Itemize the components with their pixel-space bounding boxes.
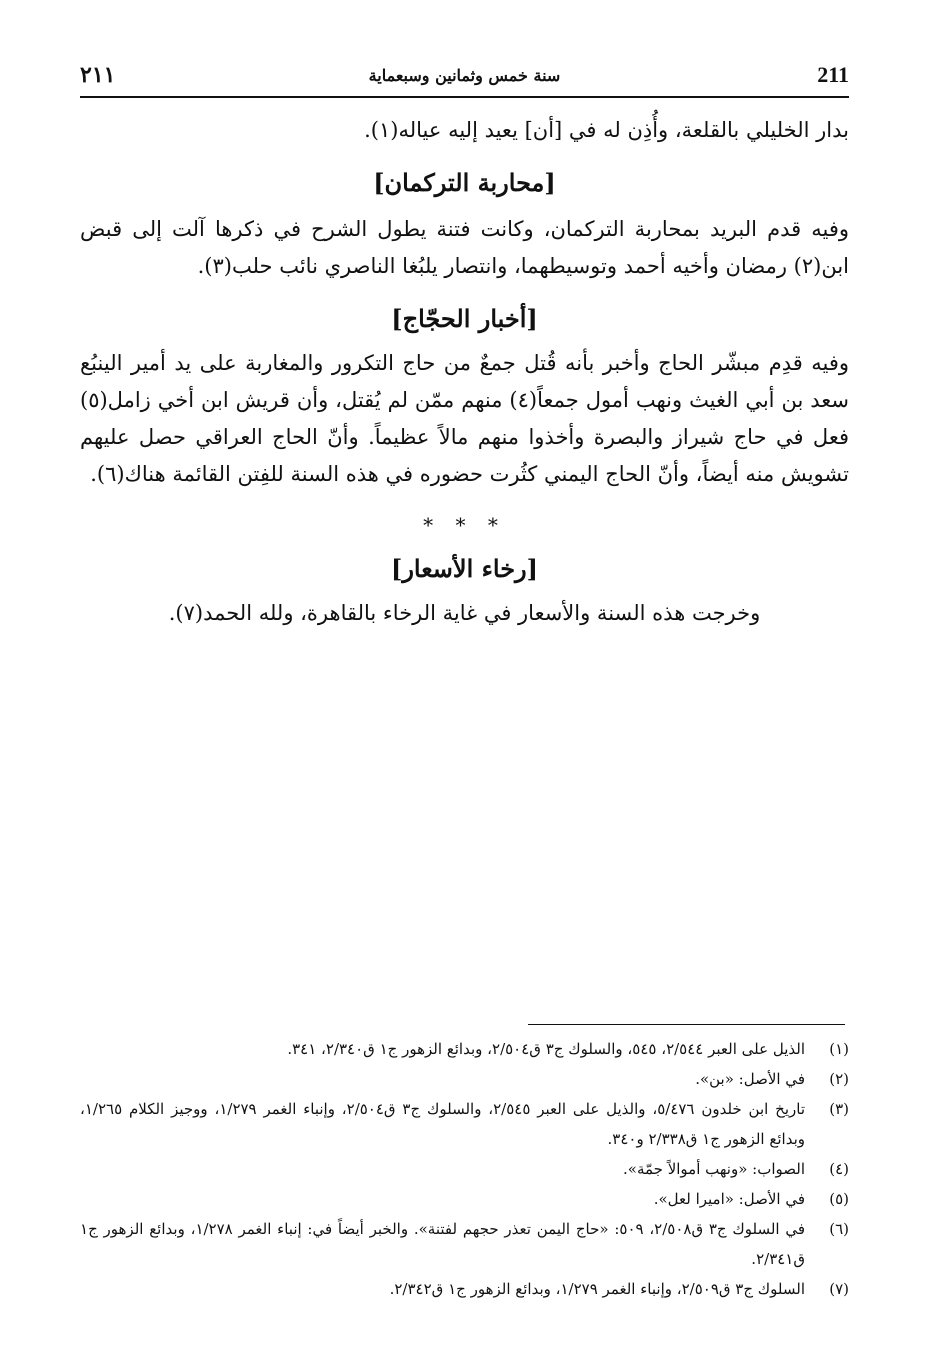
footnote-text: في الأصل: «اميرا لعل». xyxy=(653,1190,805,1208)
footnote-number: (١) xyxy=(829,1040,849,1058)
page-number: 211 xyxy=(817,62,849,87)
footnote-text: الصواب: «ونهب أموالاً جمّة». xyxy=(623,1160,805,1178)
running-title: سنة خمس وثمانين وسبعماية xyxy=(368,66,561,85)
footnote-3 xyxy=(80,1094,849,1154)
footnote-rule xyxy=(528,1024,845,1025)
footnote-number: (٥) xyxy=(829,1190,849,1208)
footnote-7 xyxy=(80,1274,849,1304)
footnote-text: تاريخ ابن خلدون ٥/٤٧٦، والذيل على العبر ٢/٥٤٥، والسلوك ج٣ ق٢/٥٠٤، وإنباء الغمر ١/٢٧٩، ووجيز الكلام ١/٢٦٥، وبدائع الزهور ج١ ق٢/٣٣٨ و٣٤٠. xyxy=(80,1100,805,1148)
footnote-2 xyxy=(80,1064,849,1094)
section-paragraph-turkmen: وفيه قدم البريد بمحاربة التركمان، وكانت فتنة يطول الشرح في ذكرها آلت إلى قبض ابن(٢) رمضان وأخيه أحمد وتوسيطهما، وانتصار يلبُغا الناصري نائب حلب(٣). xyxy=(80,217,849,278)
section-heading-pilgrims: [أخبار الحجّاج] xyxy=(391,304,538,333)
footnote-4 xyxy=(80,1154,849,1184)
section-heading-prices: [رخاء الأسعار] xyxy=(390,554,539,583)
section-separator: * * * xyxy=(423,513,506,537)
footnote-number: (٣) xyxy=(829,1100,849,1118)
footnote-text: السلوك ج٣ ق٢/٥٠٩، وإنباء الغمر ١/٢٧٩، وبدائع الزهور ج١ ق٢/٣٤٢. xyxy=(389,1280,805,1298)
main-text xyxy=(80,112,849,632)
header-rule xyxy=(80,96,849,98)
footnote-number: (٦) xyxy=(829,1220,849,1238)
section-paragraph-prices: وخرجت هذه السنة والأسعار في غاية الرخاء بالقاهرة، ولله الحمد(٧). xyxy=(168,601,761,625)
footnote-number: (٢) xyxy=(829,1070,849,1088)
page-number-arabic: ٢١١ xyxy=(80,62,116,88)
intro-line: بدار الخليلي بالقلعة، وأُذِن له في [أن] يعيد إليه عياله(١). xyxy=(364,118,849,142)
footnote-text: في السلوك ج٣ ق٢/٥٠٨، ٥٠٩: «حاج اليمن تعذر حجهم لفتنة». والخبر أيضاً في: إنباء الغمر ١/٢٧٨، وبدائع الزهور ج١ ق٢/٣٤١. xyxy=(80,1220,806,1268)
footnote-number: (٤) xyxy=(829,1160,849,1178)
page-header xyxy=(80,62,849,94)
footnote-6 xyxy=(80,1214,849,1274)
footnote-5 xyxy=(80,1184,849,1214)
footnotes xyxy=(80,1034,849,1304)
section-paragraph-pilgrims: وفيه قدِم مبشّر الحاج وأخبر بأنه قُتل جمعٌ من حاج التكرور والمغاربة على يد أمير الينبُع سعد بن أبي الغيث ونهب أمول جمعاً(٤) منهم ممّن لم يُقتل، وأن قريش ابن أخي زامل(٥) فعل في حاج شيراز والبصرة وأخذوا منهم مالاً عظيماً. وأنّ الحاج العراقي حصل عليهم تشويش منه أيضاً، وأنّ الحاج اليمني كثُرت حضوره في هذه السنة للفِتن القائمة هناك(٦). xyxy=(80,351,849,486)
footnote-number: (٧) xyxy=(829,1280,849,1298)
section-heading-turkmen: [محاربة التركمان] xyxy=(373,168,556,197)
footnote-text: في الأصل: «بن». xyxy=(695,1070,805,1088)
footnote-1 xyxy=(80,1034,849,1064)
footnote-text: الذيل على العبر ٢/٥٤٤، ٥٤٥، والسلوك ج٣ ق٢/٥٠٤، وبدائع الزهور ج١ ق٢/٣٤٠، ٣٤١. xyxy=(287,1040,805,1058)
